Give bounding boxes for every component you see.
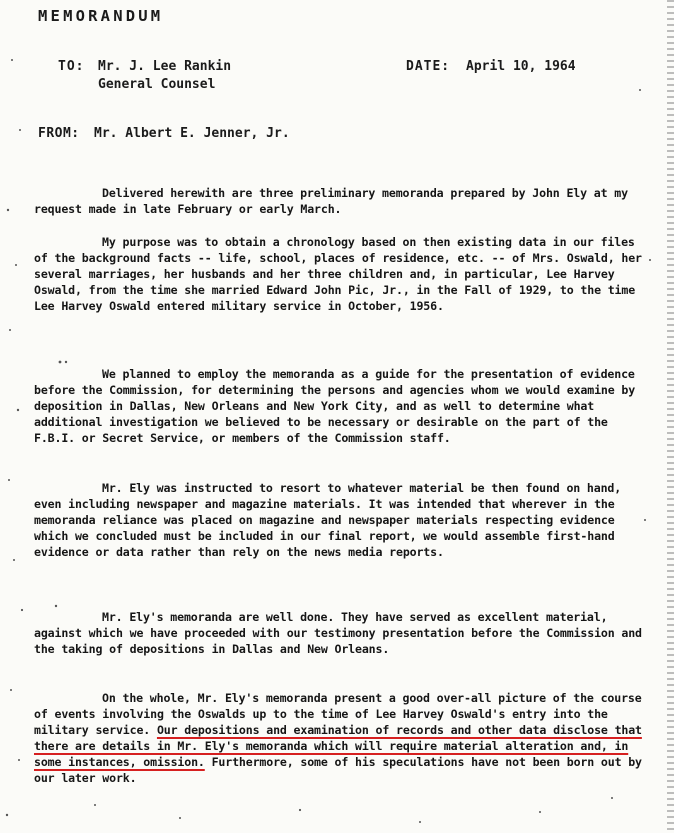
from-label: FROM: — [38, 126, 80, 141]
paragraph-1: Delivered herewith are three preliminary memoranda prepared by John Ely at my request made in late February or early March. — [34, 185, 628, 216]
paragraph-6-start: On the whole, Mr. Ely's memoranda present a good over-all picture of the course of events involving the Oswalds up to the time of Lee Harvey Oswald's entry into the military service. — [34, 690, 642, 737]
memo-header: MEMORANDUM — [38, 7, 164, 25]
date-label: DATE: — [406, 59, 451, 74]
to-label: TO: — [58, 59, 85, 74]
paragraph-3: We planned to employ the memoranda as a guide for the presentation of evidence before the Commission, for determining the persons and agencies whom we would examine by deposition in Dallas, New Orleans and New York City, and as well to determine what additional investigation we believed to be necessary or desirable on the part of the F.B.I. or Secret Service, or members of the Commission staff. — [34, 366, 636, 445]
paragraph-6 — [34, 690, 642, 787]
paragraph-4: Mr. Ely was instructed to resort to whatever material be then found on hand, even including newspaper and magazine materials. It was intended that wherever in the memoranda reliance was placed on magazine and newspaper materials respecting evidence which we concluded must be included in our final report, we would assemble first-hand evidence or data rather than rely on the news media reports. — [34, 480, 622, 559]
scan-edge — [667, 0, 674, 833]
from-name: Mr. Albert E. Jenner, Jr. — [94, 126, 290, 141]
to-name: Mr. J. Lee Rankin — [98, 59, 232, 74]
paragraph-6-end: Furthermore, some of his speculations have not been born out by our later work. — [34, 754, 642, 786]
paragraph-5: Mr. Ely's memoranda are well done. They have served as excellent material, against which we have proceeded with our testimony presentation before the Commission and the taking of depositions in Dallas and New Orleans. — [34, 609, 642, 656]
to-title: General Counsel — [98, 77, 216, 92]
paragraph-2: My purpose was to obtain a chronology based on then existing data in our files of the background facts -- life, school, places of residence, etc. -- of Mrs. Oswald, her several marriages, her husbands and her three children and, in particular, Lee Harvey Oswald, from the time she married Edward John Pic, Jr., in the Fall of 1929, to the time Lee Harvey Oswald entered military service in October, 1956. — [34, 234, 642, 313]
highlighted-passage: Our depositions and examination of records and other data disclose that there are details in Mr. Ely's memoranda which will require material alteration and, in some instances, omission. — [34, 722, 642, 769]
date-value: April 10, 1964 — [466, 59, 576, 74]
